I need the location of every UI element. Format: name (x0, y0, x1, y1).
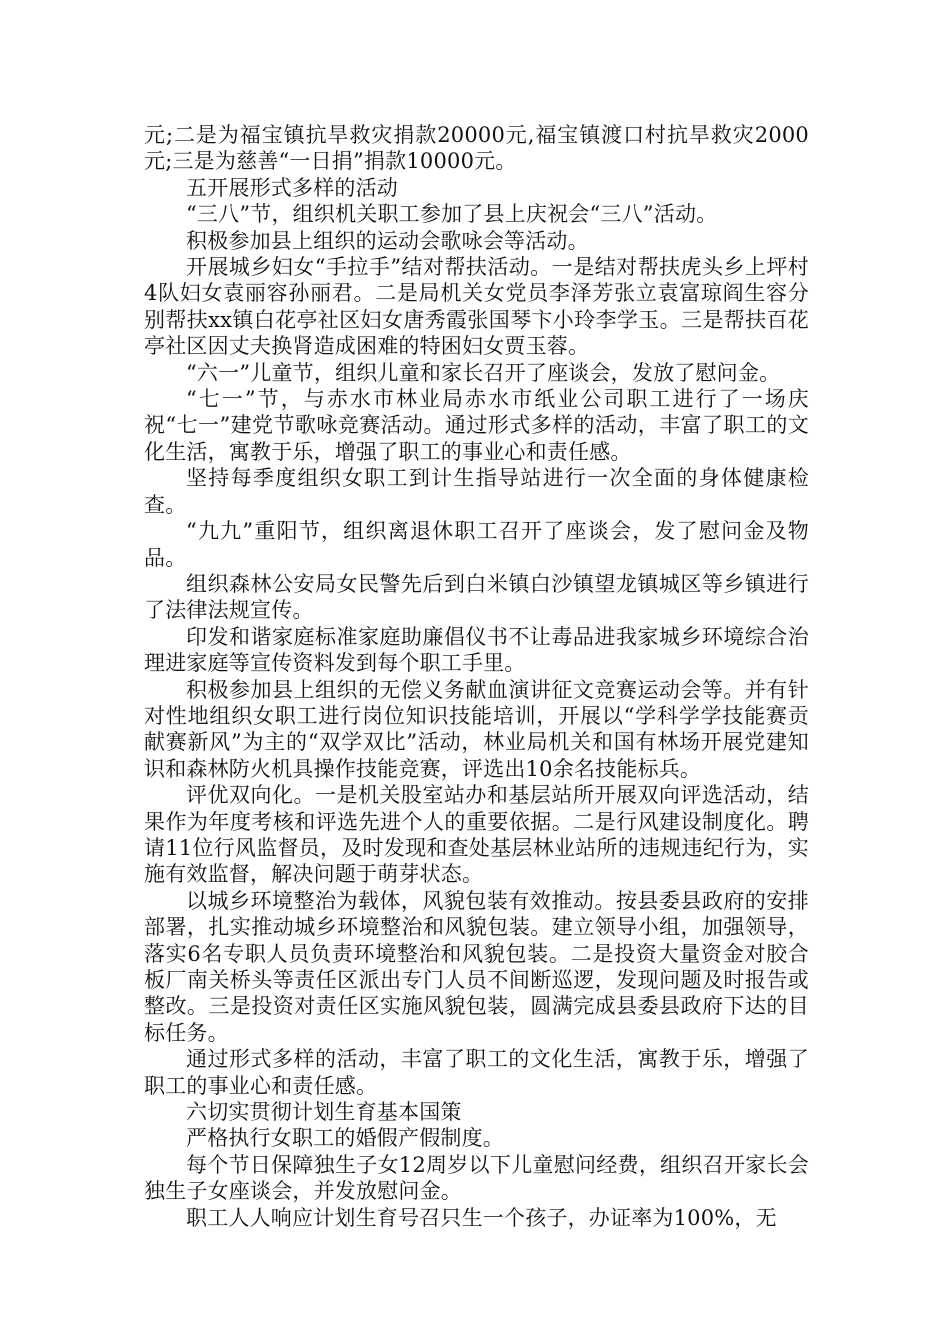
paragraph: 通过形式多样的活动，丰富了职工的文化生活，寓教于乐，增强了职工的事业心和责任感。 (144, 1047, 809, 1098)
paragraph: “三八”节，组织机关职工参加了县上庆祝会“三八”活动。 (186, 202, 718, 227)
paragraph: “九九”重阳节，组织离退休职工召开了座谈会，发了慰问金及物品。 (144, 519, 809, 570)
paragraph: 印发和谐家庭标准家庭助廉倡仪书不让毒品进我家城乡环境综合治理进家庭等宣传资料发到每个职工手里。 (144, 624, 809, 676)
section-heading-family-planning: 六切实贯彻计划生育基本国策 (186, 1100, 462, 1125)
paragraph: 坚持每季度组织女职工到计生指导站进行一次全面的身体健康检查。 (144, 466, 809, 517)
paragraph: 严格执行女职工的婚假产假制度。 (186, 1126, 504, 1151)
paragraph: 每个节日保障独生子女12周岁以下儿童慰问经费，组织召开家长会独生子女座谈会，并发放慰问金。 (144, 1152, 809, 1204)
paragraph: 职工人人响应计划生育号召只生一个孩子，办证率为100%，无 (186, 1205, 777, 1230)
paragraph: 评优双向化。一是机关股室站办和基层站所开展双向评选活动，结果作为年度考核和评选先进个人的重要依据。二是行风建设制度化。聘请11位行风监督员，及时发现和查处基层林业站所的违规违纪行为，实施有效监督，解决问题于萌芽状态。 (144, 783, 809, 887)
paragraph: 积极参加县上组织的无偿义务献血演讲征文竞赛运动会等。并有针对性地组织女职工进行岗位知识技能培训，开展以“学科学学技能赛贡献赛新风”为主的“双学双比”活动，林业局机关和国有林场开展党建知识和森林防火机具操作技能竞赛，评选出10余名技能标兵。 (144, 677, 809, 781)
paragraph: 积极参加县上组织的运动会歌咏会等活动。 (186, 228, 589, 253)
paragraph: 组织森林公安局女民警先后到白米镇白沙镇望龙镇城区等乡镇进行了法律法规宣传。 (144, 571, 809, 623)
section-heading-activities: 五开展形式多样的活动 (186, 175, 398, 200)
paragraph: “七一”节，与赤水市林业局赤水市纸业公司职工进行了一场庆祝“七一”建党节歌咏竞赛活动。通过形式多样的活动，丰富了职工的文化生活，寓教于乐，增强了职工的事业心和责任感。 (144, 387, 809, 464)
document-page (144, 122, 809, 1231)
paragraph-continuation: 元;二是为福宝镇抗旱救灾捐款20000元,福宝镇渡口村抗旱救灾2000元;三是为慈善“一日捐”捐款10000元。 (144, 123, 809, 174)
paragraph: 开展城乡妇女“手拉手”结对帮扶活动。一是结对帮扶虎头乡上坪村4队妇女袁丽容孙丽君。二是局机关女党员李泽芳张立袁富琼阎生容分别帮扶xx镇白花亭社区妇女唐秀霞张国琴卞小玲李学玉。三是帮扶百花亭社区因丈夫换肾造成困难的特困妇女贾玉蓉。 (144, 255, 809, 359)
paragraph: 以城乡环境整治为载体，风貌包装有效推动。按县委县政府的安排部署，扎实推动城乡环境整治和风貌包装。建立领导小组，加强领导，落实6名专职人员负责环境整治和风貌包装。二是投资大量资金对胶合板厂南关桥头等责任区派出专门人员不间断巡逻，发现问题及时报告或整改。三是投资对责任区实施风貌包装，圆满完成县委县政府下达的目标任务。 (144, 888, 809, 1045)
paragraph: “六一”儿童节，组织儿童和家长召开了座谈会，发放了慰问金。 (186, 360, 781, 385)
